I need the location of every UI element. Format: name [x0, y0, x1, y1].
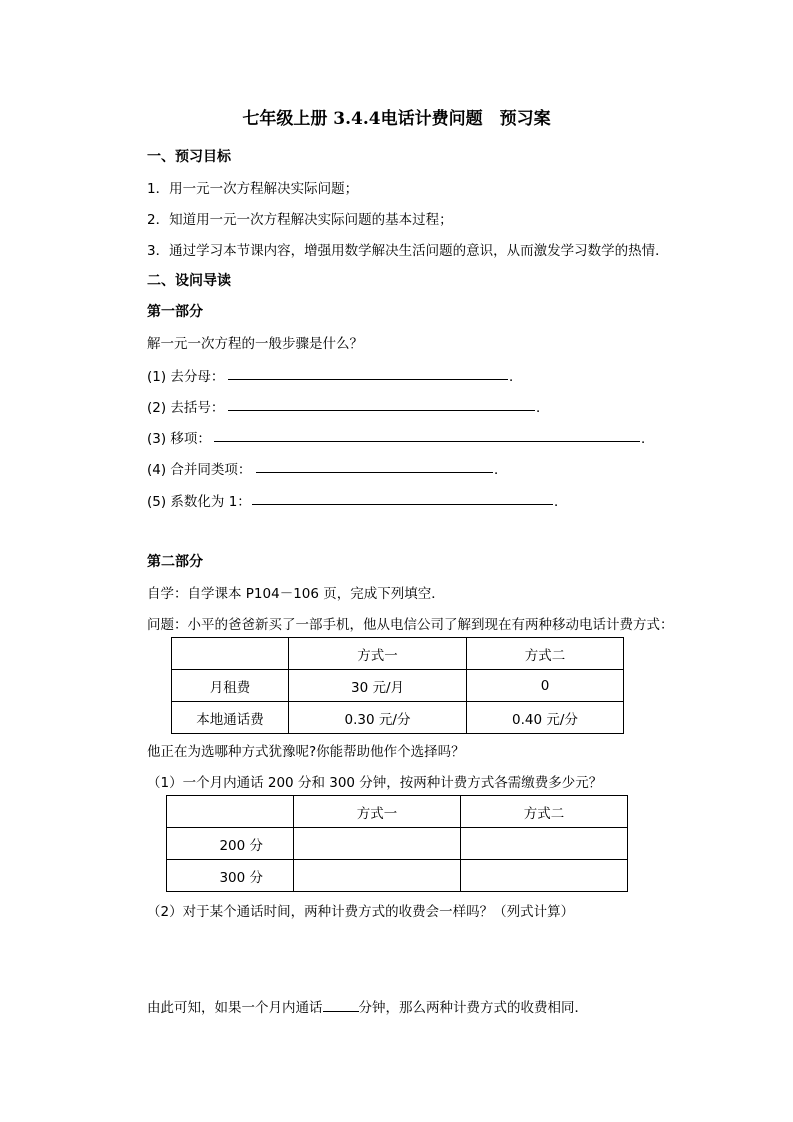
billing-methods-table [171, 637, 624, 734]
question-1: （1）一个月内通话 200 分和 300 分钟，按两种计费方式各需缴费多少元？ [147, 775, 603, 791]
step-3-label: (3) 移项： [147, 431, 211, 447]
table-row [172, 702, 624, 734]
step-2-period: ． [536, 400, 550, 416]
step-2-label: (2) 去括号： [147, 400, 225, 416]
part-1-question: 解一元一次方程的一般步骤是什么？ [147, 336, 363, 352]
step-5-period: ． [554, 494, 568, 510]
goal-item-1: 1．用一元一次方程解决实际问题； [147, 181, 359, 197]
table-cell: 0.30 元/分 [289, 702, 467, 734]
table-row [167, 828, 628, 860]
section-heading-guided-questions: 二、设问导读 [147, 273, 231, 289]
answer-cell[interactable] [294, 860, 461, 892]
row-label-cell: 200 分 [167, 828, 294, 860]
step-4-answer-blank[interactable] [256, 472, 493, 473]
step-3-answer-blank[interactable] [214, 441, 640, 442]
table-header-cell [167, 796, 294, 828]
step-1-label: (1) 去分母： [147, 369, 225, 385]
table-cell: 0 [467, 670, 624, 702]
table-header-cell: 方式一 [289, 638, 467, 670]
cost-calculation-table [166, 795, 628, 892]
conclusion-text-before: 由此可知，如果一个月内通话 [147, 1000, 323, 1016]
table-header-cell: 方式二 [467, 638, 624, 670]
minutes-answer-blank[interactable] [323, 998, 359, 1012]
goal-item-2: 2．知道用一元一次方程解决实际问题的基本过程； [147, 212, 453, 228]
row-label-cell: 月租费 [172, 670, 289, 702]
step-4-period: ． [494, 462, 508, 478]
table-cell: 0.40 元/分 [467, 702, 624, 734]
row-label-cell: 300 分 [167, 860, 294, 892]
goal-item-3: 3．通过学习本节课内容，增强用数学解决生活问题的意识，从而激发学习数学的热情． [147, 243, 669, 259]
step-1-period: ． [509, 369, 523, 385]
step-2-answer-blank[interactable] [228, 410, 535, 411]
section-heading-goals: 一、预习目标 [147, 149, 231, 165]
table-cell: 30 元/月 [289, 670, 467, 702]
answer-cell[interactable] [461, 860, 628, 892]
table-header-row [167, 796, 628, 828]
choice-question: 他正在为选哪种方式犹豫呢?你能帮助他作个选择吗？ [147, 744, 465, 760]
row-label-cell: 本地通话费 [172, 702, 289, 734]
conclusion-text-after: 分钟，那么两种计费方式的收费相同． [358, 1000, 588, 1016]
problem-text: 问题：小平的爸爸新买了一部手机，他从电信公司了解到现在有两种移动电话计费方式： [147, 617, 674, 633]
question-2: （2）对于某个通话时间，两种计费方式的收费会一样吗？（列式计算） [147, 904, 575, 920]
answer-cell[interactable] [461, 828, 628, 860]
table-row [167, 860, 628, 892]
table-header-row [172, 638, 624, 670]
part-1-heading: 第一部分 [147, 304, 203, 320]
table-header-cell: 方式一 [294, 796, 461, 828]
conclusion-sentence [147, 996, 588, 1016]
step-5-label: (5) 系数化为 1： [147, 494, 251, 510]
step-4-label: (4) 合并同类项： [147, 462, 252, 478]
table-row [172, 670, 624, 702]
self-study-text: 自学：自学课本 P104－106 页，完成下列填空． [147, 586, 445, 602]
step-3-period: ． [641, 431, 655, 447]
step-1-answer-blank[interactable] [228, 379, 508, 380]
part-2-heading: 第二部分 [147, 554, 203, 570]
table-header-cell [172, 638, 289, 670]
answer-cell[interactable] [294, 828, 461, 860]
page-title: 七年级上册 3.4.4电话计费问题 预习案 [242, 109, 551, 129]
step-5-answer-blank[interactable] [252, 504, 553, 505]
table-header-cell: 方式二 [461, 796, 628, 828]
